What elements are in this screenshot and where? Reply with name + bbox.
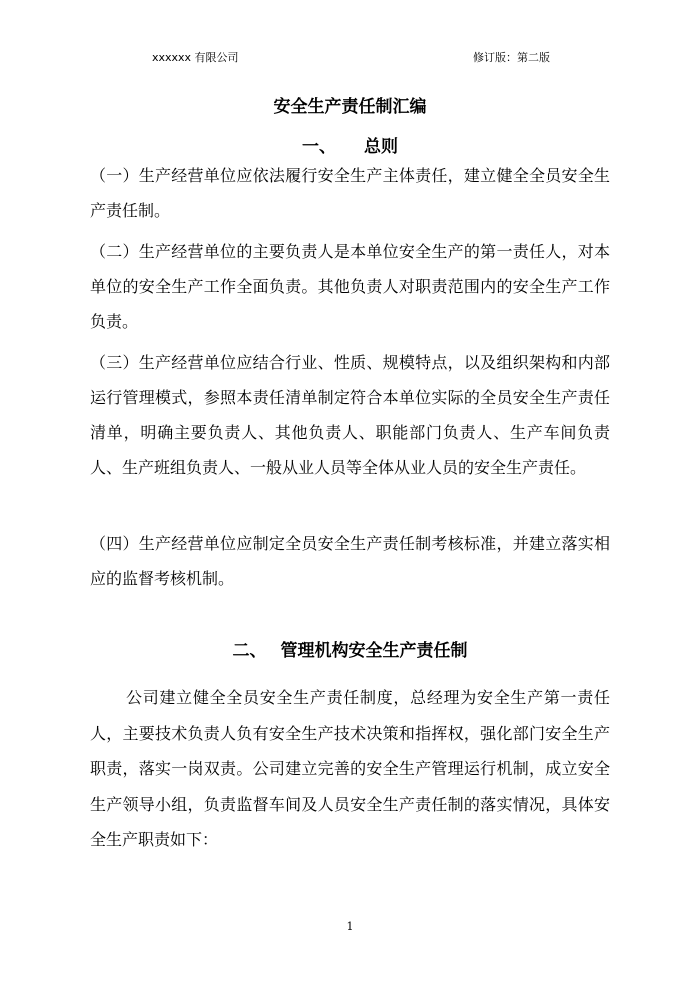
document-title: 安全生产责任制汇编: [273, 97, 427, 117]
header-company-name: xxxxxx 有限公司: [152, 51, 239, 64]
section-1-paragraph-2: （二）生产经营单位的主要负责人是本单位安全生产的第一责任人，对本单位的安全生产工作全面负责。其他负责人对职责范围内的安全生产工作负责。: [90, 242, 610, 331]
section-2-title: 管理机构安全生产责任制: [280, 641, 468, 661]
section-2-heading: [0, 636, 700, 661]
section-2-paragraph-1: 公司建立健全全员安全生产责任制度，总经理为安全生产第一责任人，主要技术负责人负有安全生产技术决策和指挥权，强化部门安全生产职责，落实一岗双责。公司建立完善的安全生产管理运行机制，成立安全生产领导小组，负责监督车间及人员安全生产责任制的落实情况，具体安全生产职责如下：: [90, 688, 610, 849]
section-1-paragraph-4: （四）生产经营单位应制定全员安全生产责任制考核标准，并建立落实相应的监督考核机制。: [90, 534, 610, 588]
section-1-number: 一、: [302, 137, 336, 157]
page-number: 1: [346, 920, 354, 933]
section-1-heading: [0, 132, 700, 157]
header-revision: 修订版：第二版: [473, 51, 550, 64]
section-2-number: 二、: [232, 641, 267, 661]
section-1-paragraph-1: （一）生产经营单位应依法履行安全生产主体责任，建立健全全员安全生产责任制。: [90, 166, 610, 220]
section-1-paragraph-3: （三）生产经营单位应结合行业、性质、规模特点，以及组织架构和内部运行管理模式，参照本责任清单制定符合本单位实际的全员安全生产责任清单，明确主要负责人、其他负责人、职能部门负责人、生产车间负责人、生产班组负责人、一般从业人员等全体从业人员的安全生产责任。: [90, 353, 610, 477]
section-1-title: 总则: [364, 137, 398, 157]
